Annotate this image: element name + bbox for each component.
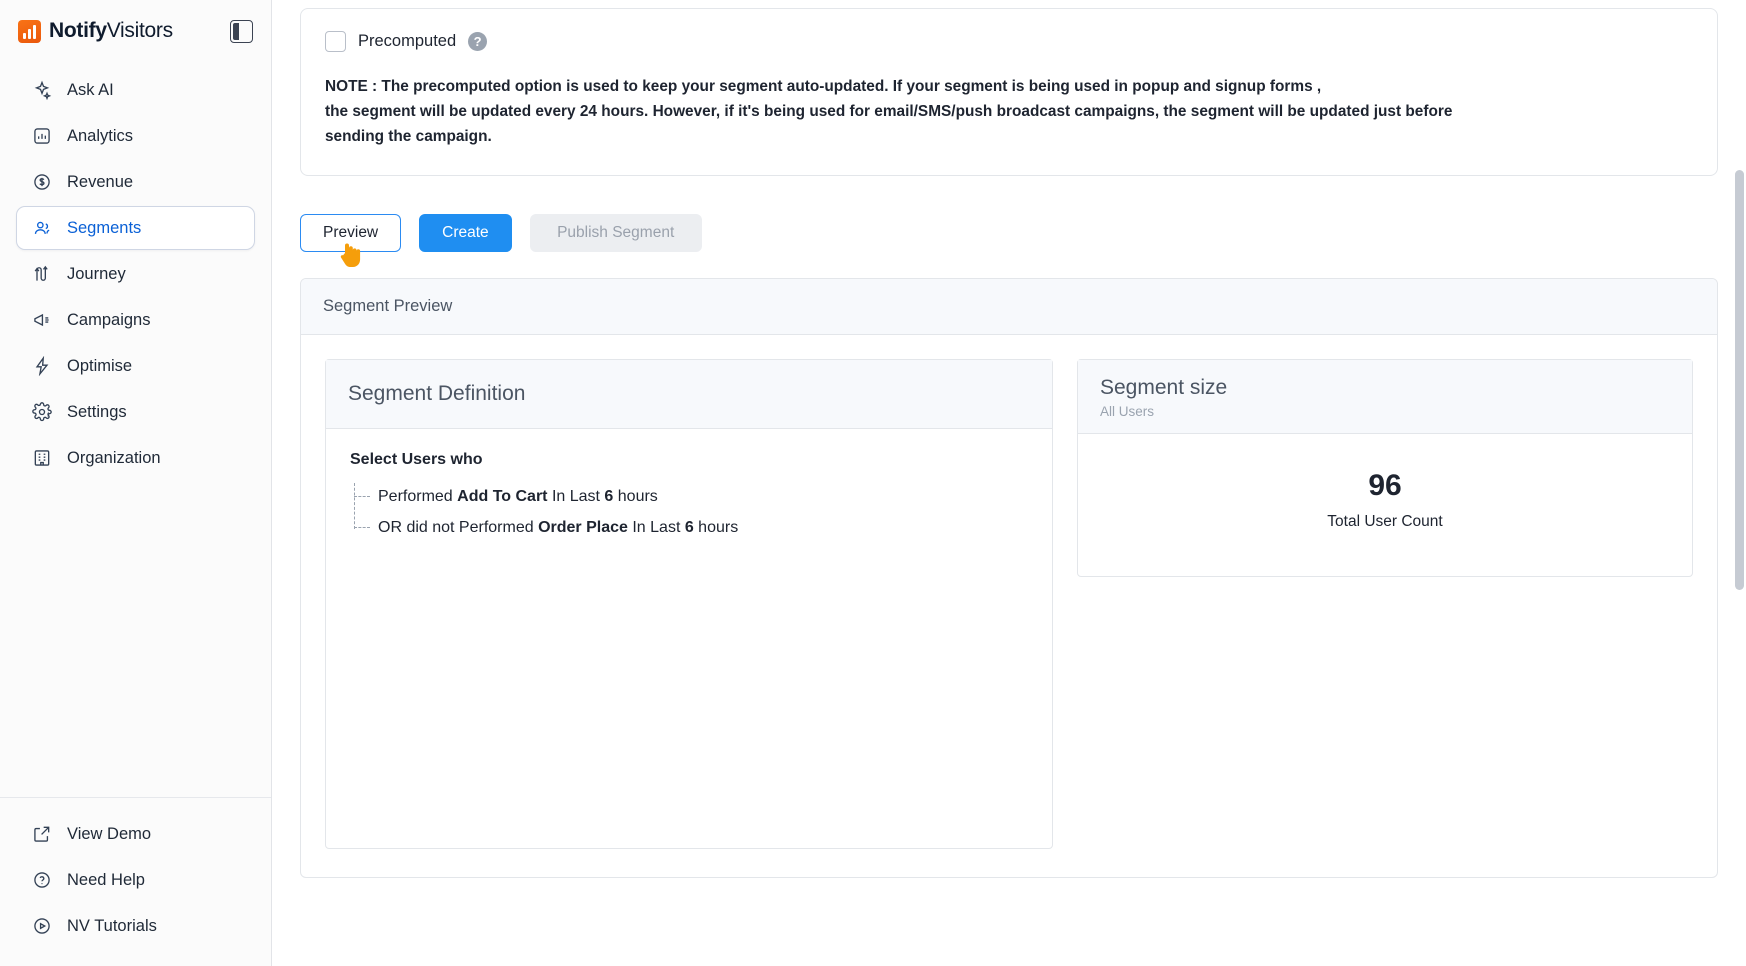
sidebar-item-organization[interactable] xyxy=(16,436,255,480)
select-users-who-title: Select Users who xyxy=(350,451,483,468)
users-icon xyxy=(31,217,53,239)
building-icon xyxy=(31,447,53,469)
main-content xyxy=(272,0,1746,966)
segment-size-card xyxy=(1077,359,1693,577)
notifyvisitors-logo-icon xyxy=(18,20,41,43)
chart-icon xyxy=(31,125,53,147)
publish-segment-button[interactable]: Publish Segment xyxy=(530,214,702,252)
sidebar-item-label: Optimise xyxy=(67,356,133,375)
sidebar-item-label: Ask AI xyxy=(67,80,114,99)
sidebar-item-need-help[interactable] xyxy=(16,858,255,902)
total-user-count-label: Total User Count xyxy=(1327,513,1443,530)
sidebar-item-segments[interactable] xyxy=(16,206,255,250)
rule-suffix: hours xyxy=(613,488,658,505)
sidebar-nav xyxy=(0,62,271,480)
segment-definition-header: Segment Definition xyxy=(326,360,1052,429)
segment-builder xyxy=(272,8,1746,878)
rule-item xyxy=(378,512,1028,543)
sidebar-item-settings[interactable] xyxy=(16,390,255,434)
rule-value: 6 xyxy=(604,488,614,505)
dollar-circle-icon xyxy=(31,171,53,193)
sidebar-item-ask-ai[interactable] xyxy=(16,68,255,112)
megaphone-icon xyxy=(31,309,53,331)
rule-list xyxy=(350,481,1028,543)
total-user-count-value: 96 xyxy=(1368,469,1402,502)
precomputed-card xyxy=(300,8,1718,176)
sidebar-item-label: Need Help xyxy=(67,870,145,889)
sparkle-icon xyxy=(31,79,53,101)
precomputed-row xyxy=(325,31,1693,52)
sidebar-item-label: Segments xyxy=(67,218,142,237)
rule-middle: In Last xyxy=(547,488,605,505)
rule-prefix: Performed xyxy=(378,488,458,505)
segment-size-header xyxy=(1078,360,1692,434)
rule-event: Add To Cart xyxy=(457,488,548,505)
segment-preview-header: Segment Preview xyxy=(301,279,1717,335)
precomputed-checkbox[interactable] xyxy=(325,31,346,52)
preview-button[interactable]: Preview xyxy=(300,214,401,252)
sidebar-item-journey[interactable] xyxy=(16,252,255,296)
sidebar-item-nv-tutorials[interactable] xyxy=(16,904,255,948)
brand xyxy=(0,0,271,62)
brand-name-bold: Notify xyxy=(49,19,107,42)
sidebar-item-optimise[interactable] xyxy=(16,344,255,388)
sidebar-item-label: NV Tutorials xyxy=(67,916,157,935)
segment-size-title: Segment size xyxy=(1100,376,1228,399)
rule-prefix: OR did not Performed xyxy=(378,519,539,536)
segment-definition-card xyxy=(325,359,1053,849)
gear-icon xyxy=(31,401,53,423)
action-buttons xyxy=(300,214,1718,252)
sidebar-item-analytics[interactable] xyxy=(16,114,255,158)
scrollbar-thumb[interactable] xyxy=(1735,170,1744,590)
create-button[interactable]: Create xyxy=(419,214,512,252)
sidebar xyxy=(0,0,272,966)
brand-text xyxy=(49,19,173,43)
sidebar-bottom-nav xyxy=(0,797,271,966)
question-circle-icon xyxy=(31,869,53,891)
rule-item xyxy=(378,481,1028,512)
rule-middle: In Last xyxy=(627,519,685,536)
segment-definition-body xyxy=(326,429,1052,565)
sidebar-item-label: Journey xyxy=(67,264,126,283)
sidebar-item-revenue[interactable] xyxy=(16,160,255,204)
sidebar-collapse-icon[interactable] xyxy=(230,20,253,43)
brand-name-regular: Visitors xyxy=(106,19,173,42)
sidebar-item-label: Organization xyxy=(67,448,161,467)
sidebar-item-label: Settings xyxy=(67,402,127,421)
journey-icon xyxy=(31,263,53,285)
question-mark-icon[interactable]: ? xyxy=(468,32,487,51)
rule-value: 6 xyxy=(684,519,694,536)
segment-preview-panel xyxy=(300,278,1718,878)
sidebar-item-view-demo[interactable] xyxy=(16,812,255,856)
rule-event: Order Place xyxy=(538,519,628,536)
page-scrollbar[interactable] xyxy=(1735,0,1744,966)
precomputed-note xyxy=(325,74,1693,149)
segment-size-body xyxy=(1078,434,1692,566)
segment-preview-body xyxy=(301,335,1717,877)
precomputed-label: Precomputed xyxy=(358,32,457,50)
sidebar-item-label: Campaigns xyxy=(67,310,151,329)
precomputed-note-line-2: the segment will be updated every 24 hours. However, if it's being used for email/SMS/push broadcast campaigns, the segment will be updated just before xyxy=(325,103,1453,120)
precomputed-note-line-1: NOTE : The precomputed option is used to keep your segment auto-updated. If your segment is being used in popup and signup forms , xyxy=(325,78,1322,95)
precomputed-note-line-3: sending the campaign. xyxy=(325,128,492,145)
external-link-icon xyxy=(31,823,53,845)
segment-size-subtitle: All Users xyxy=(1100,404,1155,419)
play-circle-icon xyxy=(31,915,53,937)
bolt-icon xyxy=(31,355,53,377)
sidebar-item-campaigns[interactable] xyxy=(16,298,255,342)
rule-suffix: hours xyxy=(693,519,739,536)
sidebar-item-label: Analytics xyxy=(67,126,134,145)
sidebar-item-label: View Demo xyxy=(67,824,152,843)
sidebar-item-label: Revenue xyxy=(67,172,134,191)
